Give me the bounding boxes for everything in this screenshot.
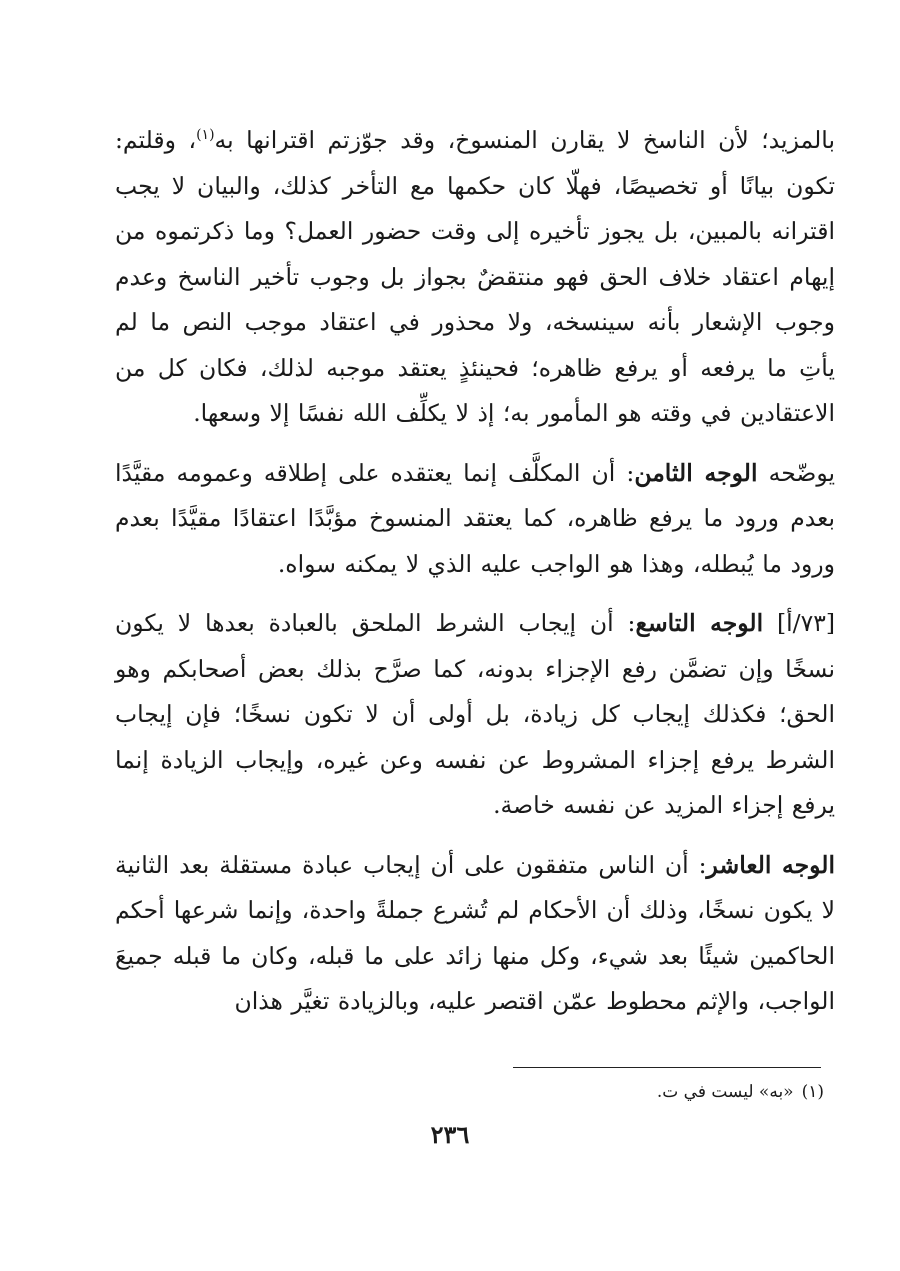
paragraph-2-intro: يوضّحه xyxy=(757,458,835,487)
footnote xyxy=(657,1078,824,1106)
heading-ninth-aspect: الوجه التاسع xyxy=(635,609,764,637)
footnote-separator xyxy=(513,1067,821,1068)
paragraph-1-lead: بالمزيد؛ لأن الناسخ لا يقارن المنسوخ، وقد جوّزتم اقترانها به xyxy=(214,126,835,154)
footnote-number: (١) xyxy=(801,1082,824,1102)
paragraph-2 xyxy=(115,451,835,588)
paragraph-4 xyxy=(115,843,835,1025)
manuscript-folio-marker: [٧٣/أ] xyxy=(763,609,835,637)
page-number: ٢٣٦ xyxy=(430,1120,470,1149)
paragraph-2-text: : أن المكلَّف إنما يعتقده على إطلاقه وعمومه مقيَّدًا بعدم ورود ما يرفع ظاهره، كما يعتقد المنسوخ مؤبَّدًا اعتقادًا مقيَّدًا بعدم ورود ما يُبطله، وهذا هو الواجب عليه الذي لا يمكنه سواه. xyxy=(115,458,835,578)
heading-eighth-aspect: الوجه الثامن xyxy=(634,458,758,487)
page-body xyxy=(115,118,835,1039)
paragraph-3-text: : أن إيجاب الشرط الملحق بالعبادة بعدها لا يكون نسخًا وإن تضمَّن رفع الإجزاء بدونه، كما صرَّح بذلك بعض أصحابكم وهو الحق؛ فكذلك إيجاب كل زيادة، بل أولى أن لا تكون نسخًا؛ فإن إيجاب الشرط يرفع إجزاء المشروط عن نفسه وعن غيره، وإيجاب الزيادة إنما يرفع إجزاء المزيد عن نفسه خاصة. xyxy=(115,609,835,819)
paragraph-1-text: ، وقلتم: تكون بيانًا أو تخصيصًا، فهلّا كان حكمها مع التأخر كذلك، والبيان لا يجب اقترانه بالمبين، بل يجوز تأخيره إلى وقت حضور العمل؟ وما ذكرتموه من إيهام اعتقاد خلاف الحق فهو منتقضٌ بجواز بل وجوب تأخير الناسخ وعدم وجوب الإشعار بأنه سينسخه، ولا محذور في اعتقاد موجب النص ما لم يأتِ ما يرفعه أو يرفع ظاهره؛ فحينئذٍ يعتقد موجبه لذلك، فكان كل من الاعتقادين في وقته هو المأمور به؛ إذ لا يكلِّف الله نفسًا إلا وسعها. xyxy=(115,126,835,427)
paragraph-1 xyxy=(115,118,835,437)
paragraph-4-text: : أن الناس متفقون على أن إيجاب عبادة مستقلة بعد الثانية لا يكون نسخًا، وذلك أن الأحكام لم تُشرع جملةً واحدة، وإنما شرعها أحكم الحاكمين شيئًا بعد شيء، وكل منها زائد على ما قبله، وكان ما قبله جميعَ الواجب، والإثم محطوط عمّن اقتصر عليه، وبالزيادة تغيَّر هذان xyxy=(115,850,835,1015)
footnote-text: «به» ليست في ت. xyxy=(656,1082,794,1102)
paragraph-3 xyxy=(115,601,835,829)
heading-tenth-aspect: الوجه العاشر xyxy=(706,850,835,879)
footnote-reference[interactable]: (١) xyxy=(196,127,215,144)
